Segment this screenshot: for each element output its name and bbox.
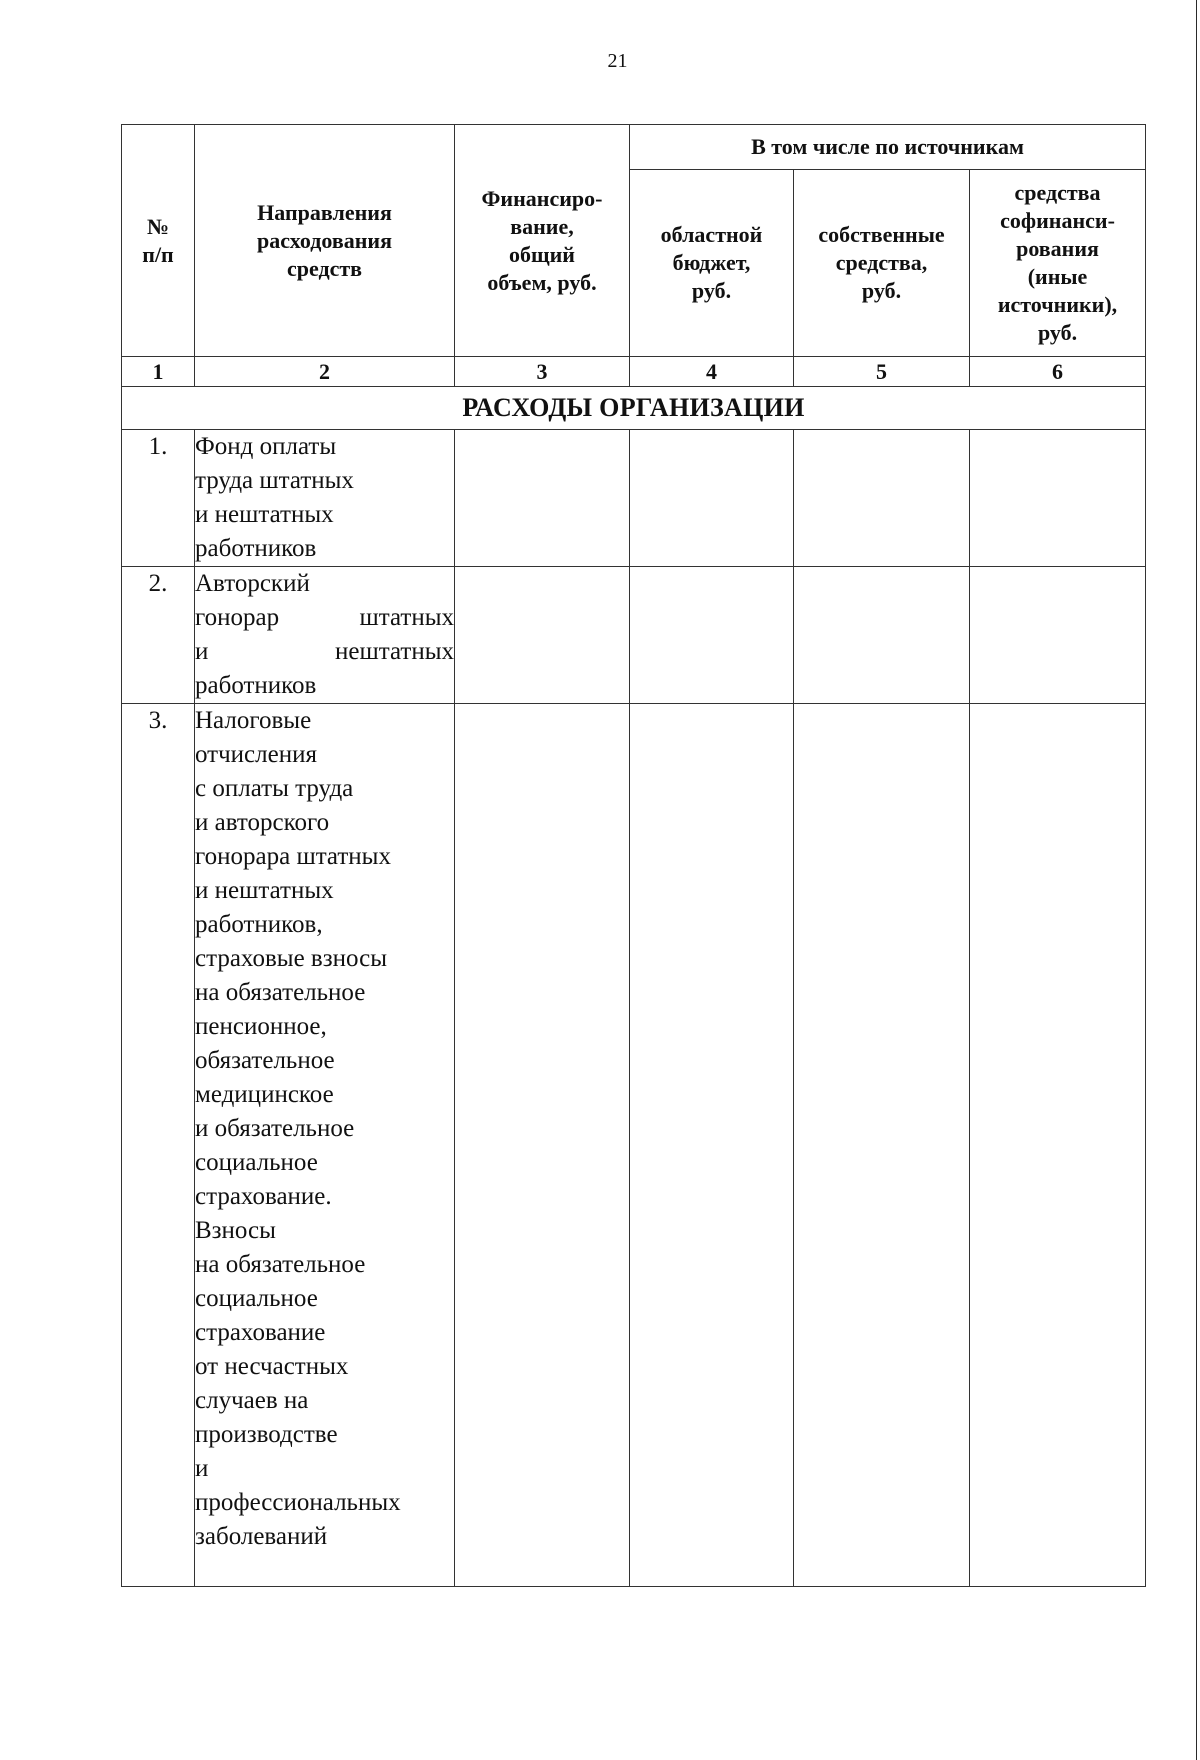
header-sources-group: В том числе по источникам — [630, 125, 1146, 170]
row-own-funds — [794, 430, 970, 567]
row-direction-line: работников — [195, 672, 317, 699]
row-number: 1. — [122, 430, 195, 567]
page-edge-line — [1196, 0, 1197, 1760]
row-own-funds — [794, 567, 970, 704]
row-direction-line: гонорар штатных — [195, 604, 454, 631]
row-cofinancing — [970, 567, 1146, 704]
header-direction: Направления расходования средств — [195, 125, 455, 357]
row-financing — [455, 430, 630, 567]
expenses-table — [121, 124, 1146, 1587]
row-direction-line: Авторский — [195, 570, 310, 597]
table-row — [122, 704, 1146, 1587]
column-number: 3 — [455, 357, 630, 387]
row-direction: Фонд оплаты труда штатных и нештатных работников — [195, 430, 455, 567]
column-number: 6 — [970, 357, 1146, 387]
table-row — [122, 567, 1146, 704]
row-regional-budget — [630, 430, 794, 567]
column-number-row — [122, 357, 1146, 387]
row-direction-line: и нештатных — [195, 638, 454, 665]
header-regional-budget: областной бюджет, руб. — [630, 170, 794, 357]
row-cofinancing — [970, 704, 1146, 1587]
table-row — [122, 430, 1146, 567]
section-title: РАСХОДЫ ОРГАНИЗАЦИИ — [122, 387, 1146, 430]
header-own-funds: собственные средства, руб. — [794, 170, 970, 357]
row-financing — [455, 567, 630, 704]
page-number: 21 — [607, 50, 628, 72]
row-number: 2. — [122, 567, 195, 704]
row-financing — [455, 704, 630, 1587]
header-num: № п/п — [122, 125, 195, 357]
column-number: 4 — [630, 357, 794, 387]
row-direction — [195, 567, 455, 704]
row-own-funds — [794, 704, 970, 1587]
row-direction: Налоговые отчисления с оплаты труда и авторского гонорара штатных и нештатных работников, страховые взносы на обязательное пенсионное, обязательное медицинское и обязательное социальное страхование. Взносы на обязательное социальное страхование от несчастных случаев на производстве и профессиональных заболеваний — [195, 704, 455, 1587]
column-number: 5 — [794, 357, 970, 387]
header-financing: Финансиро- вание, общий объем, руб. — [455, 125, 630, 357]
column-number: 1 — [122, 357, 195, 387]
row-regional-budget — [630, 567, 794, 704]
section-row — [122, 387, 1146, 430]
row-number: 3. — [122, 704, 195, 1587]
row-regional-budget — [630, 704, 794, 1587]
column-number: 2 — [195, 357, 455, 387]
row-cofinancing — [970, 430, 1146, 567]
header-cofinancing: средства софинанси- рования (иные источники), руб. — [970, 170, 1146, 357]
